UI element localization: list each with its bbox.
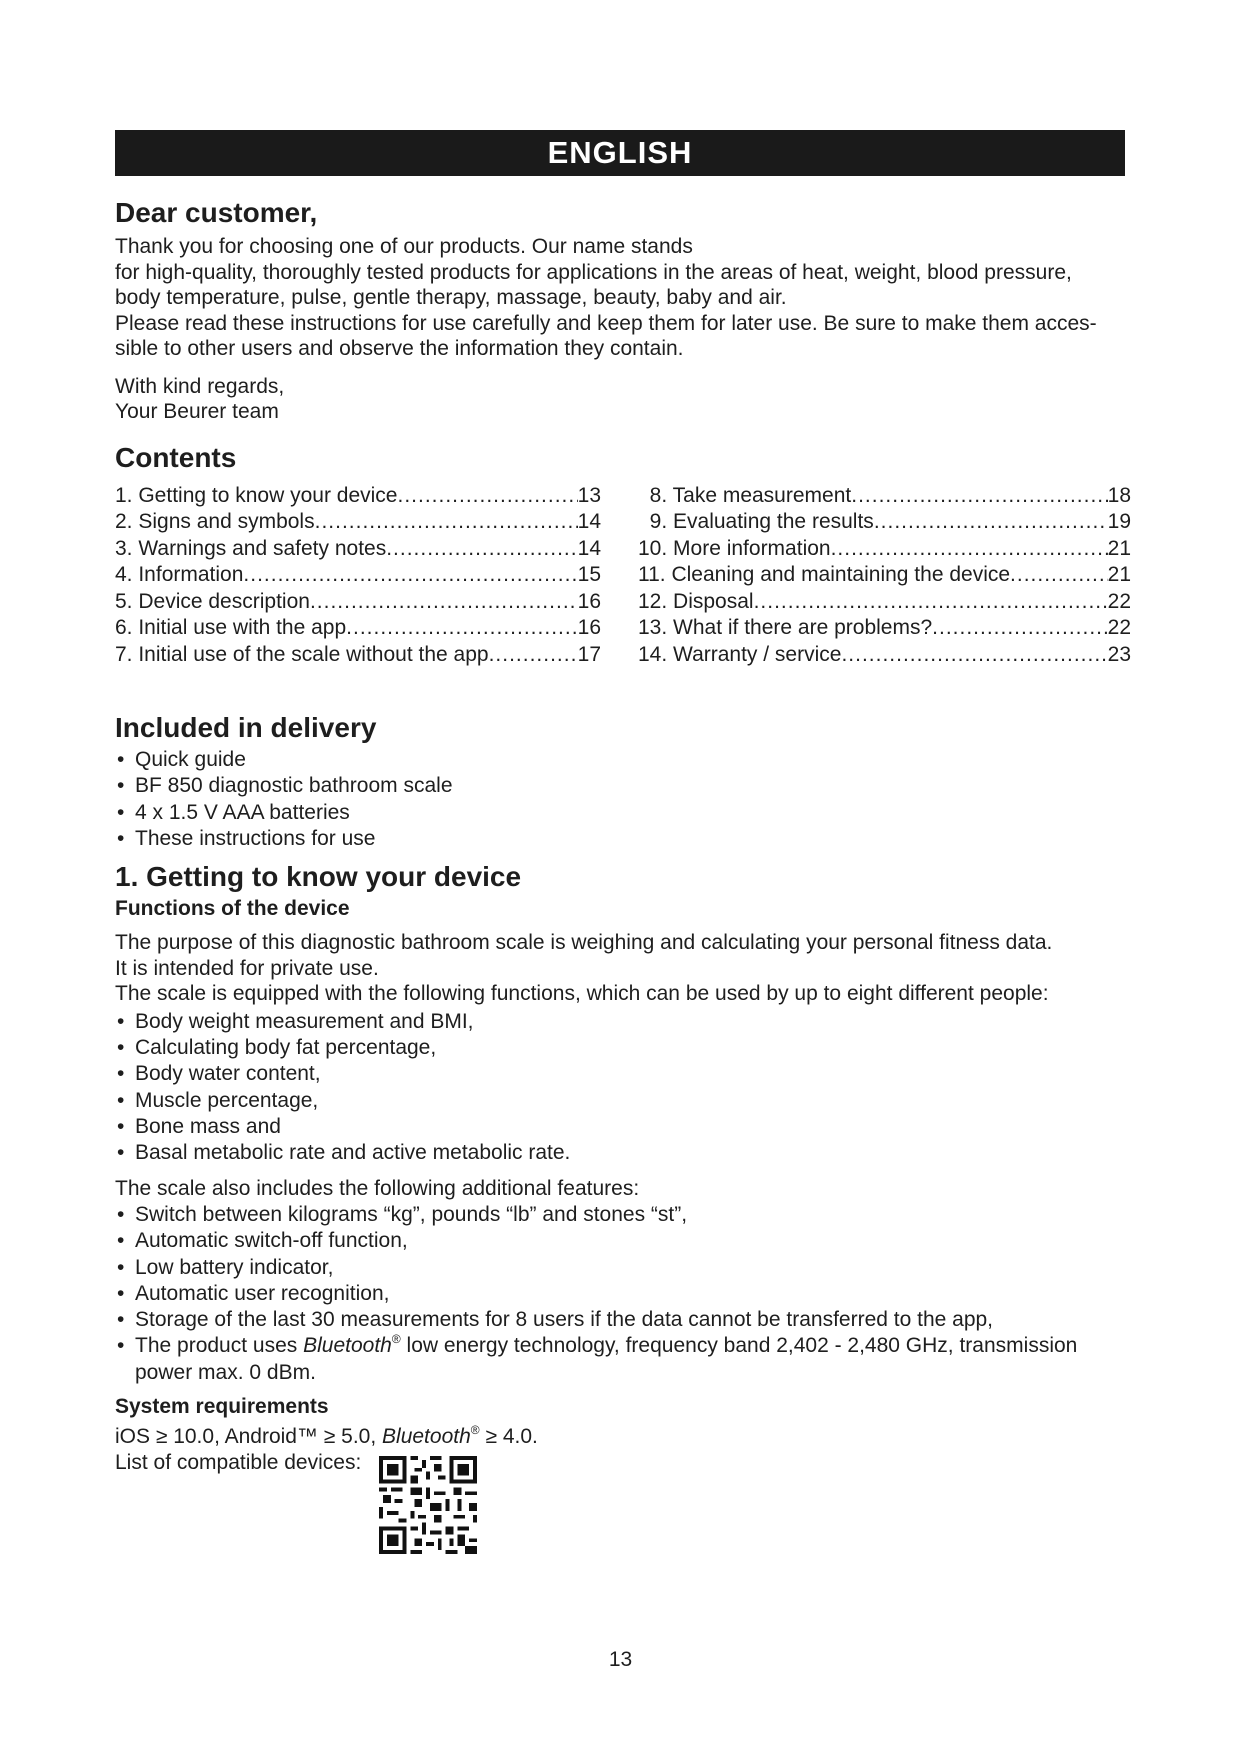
compatible-devices-label: List of compatible devices: [115,1450,362,1474]
toc-entry [115,562,601,589]
purpose-line: The scale is equipped with the following functions, which can be used by up to eight different people: [115,982,1049,1006]
toc-leader [841,642,1107,669]
toc-entry [638,589,1131,616]
toc-entry [115,483,601,510]
table-of-contents [115,483,1131,669]
list-item: • Low battery indicator, [115,1255,1125,1281]
toc-entry-title: 4. Information [115,563,244,586]
toc-entry-page: 21 [1107,536,1131,560]
greeting-line: for high-quality, thoroughly tested products for applications in the areas of heat, weight, blood pressure, [115,260,1072,284]
qr-code-icon[interactable] [379,1456,477,1554]
list-item-bluetooth [115,1333,1125,1386]
purpose-line: It is intended for private use. [115,956,379,980]
sys-post: ≥ 4.0. [479,1425,538,1449]
toc-entry-title: 10. More information [638,536,831,560]
sys-pre: iOS ≥ 10.0, Android™ ≥ 5.0, [115,1425,383,1449]
toc-right-column [638,483,1131,669]
greeting-text [115,234,1125,362]
delivery-list [115,747,1125,852]
toc-leader [831,536,1108,563]
toc-entry [638,615,1131,642]
bt-line2: power max. 0 dBm. [135,1360,316,1384]
functions-subtitle: Functions of the device [115,897,350,921]
toc-entry-title: 13. What if there are problems? [638,616,933,639]
toc-entry-page: 19 [1107,510,1131,533]
additional-features-intro: The scale also includes the following additional features: [115,1177,640,1201]
list-item: • Quick guide [115,747,1125,773]
toc-leader [310,589,578,616]
bt-pre: The product uses [135,1334,304,1358]
functions-list [115,1009,1125,1167]
contents-title: Contents [115,441,237,473]
list-item: • Storage of the last 30 measurements for 8 users if the data cannot be transferred to the app, [115,1307,1125,1333]
toc-left-column [115,483,601,669]
toc-entry-title: 5. Device description [115,589,310,613]
toc-entry-page: 13 [577,483,601,507]
list-item: • Bone mass and [115,1114,1125,1140]
toc-entry-title: 9. Evaluating the results [638,510,874,533]
system-requirements-title: System requirements [115,1395,329,1419]
registered-mark: ® [391,1332,401,1347]
sys-bt-brand: Bluetooth [382,1425,471,1449]
toc-entry-page: 18 [1107,483,1131,507]
toc-entry-page: 14 [577,536,601,560]
toc-entry [115,509,601,536]
list-item: • BF 850 diagnostic bathroom scale [115,773,1125,799]
list-item: • Calculating body fat percentage, [115,1035,1125,1061]
toc-entry-page: 17 [577,642,601,666]
delivery-title: Included in delivery [115,712,377,743]
list-item: • Body water content, [115,1061,1125,1087]
toc-leader [315,509,578,536]
purpose-text [115,930,1125,1007]
language-banner: ENGLISH [115,130,1125,176]
bt-post: low energy technology, frequency band 2,402 - 2,480 GHz, transmission [400,1334,1078,1358]
toc-entry-page: 16 [577,589,601,613]
toc-entry [115,615,601,642]
toc-entry [115,536,601,563]
greeting-title: Dear customer, [115,197,318,228]
toc-entry-title: 7. Initial use of the scale without the app [115,642,489,666]
toc-entry-title: 1. Getting to know your device [115,483,398,507]
list-item: • Switch between kilograms “kg”, pounds “lb” and stones “st”, [115,1202,1125,1228]
regards-line: With kind regards, [115,374,285,398]
toc-entry [638,562,1131,589]
section-1-title: 1. Getting to know your device [115,861,522,893]
toc-entry-title: 11. Cleaning and maintaining the device [638,563,1011,586]
toc-leader [1010,562,1108,589]
greeting-line: sible to other users and observe the information they contain. [115,337,684,360]
greeting-line: Thank you for choosing one of our products. Our name stands [115,235,693,258]
list-item: • Automatic switch-off function, [115,1228,1125,1254]
system-requirements-text [115,1424,1125,1450]
greeting-line: Please read these instructions for use carefully and keep them for later use. Be sure to make them acces- [115,311,1097,335]
list-item: • Basal metabolic rate and active metabolic rate. [115,1140,1125,1166]
toc-entry-page: 23 [1107,642,1131,666]
toc-leader [754,589,1108,616]
toc-entry-page: 22 [1107,616,1131,639]
toc-entry-page: 21 [1107,563,1131,586]
list-item: • Muscle percentage, [115,1088,1125,1114]
toc-entry [638,642,1131,669]
registered-mark: ® [470,1423,480,1438]
toc-entry [115,589,601,616]
page-number: 13 [608,1648,633,1671]
purpose-line: The purpose of this diagnostic bathroom scale is weighing and calculating your personal fitness data. [115,931,1053,955]
toc-entry-title: 6. Initial use with the app [115,616,347,639]
toc-leader [243,562,577,589]
bt-brand: Bluetooth [303,1334,392,1358]
list-item: • Body weight measurement and BMI, [115,1009,1125,1035]
manual-page [115,130,1131,1554]
toc-leader [874,509,1108,536]
toc-entry [638,509,1131,536]
regards-line: Your Beurer team [115,400,279,423]
toc-entry-title: 14. Warranty / service [638,642,842,666]
toc-leader [386,536,577,563]
toc-entry-page: 22 [1107,589,1131,613]
toc-entry-title: 8. Take measurement [638,483,852,507]
compatible-devices-row [115,1450,1125,1554]
toc-leader [932,615,1107,642]
list-item: • Automatic user recognition, [115,1281,1125,1307]
toc-entry-title: 2. Signs and symbols [115,510,315,533]
toc-entry-page: 16 [577,616,601,639]
toc-entry [115,642,601,669]
regards [115,374,1125,425]
toc-leader [346,615,577,642]
toc-leader [489,642,578,669]
list-item: • 4 x 1.5 V AAA batteries [115,800,1125,826]
toc-entry-page: 15 [577,563,601,586]
greeting-line: body temperature, pulse, gentle therapy, massage, beauty, baby and air. [115,286,787,309]
toc-entry [638,536,1131,563]
list-item: • These instructions for use [115,826,1125,852]
additional-features-list [115,1202,1125,1386]
toc-entry-title: 12. Disposal [638,589,754,613]
toc-leader [398,483,578,510]
toc-entry-page: 14 [577,510,601,533]
toc-entry-title: 3. Warnings and safety notes [115,536,387,560]
toc-entry [638,483,1131,510]
toc-leader [851,483,1107,510]
